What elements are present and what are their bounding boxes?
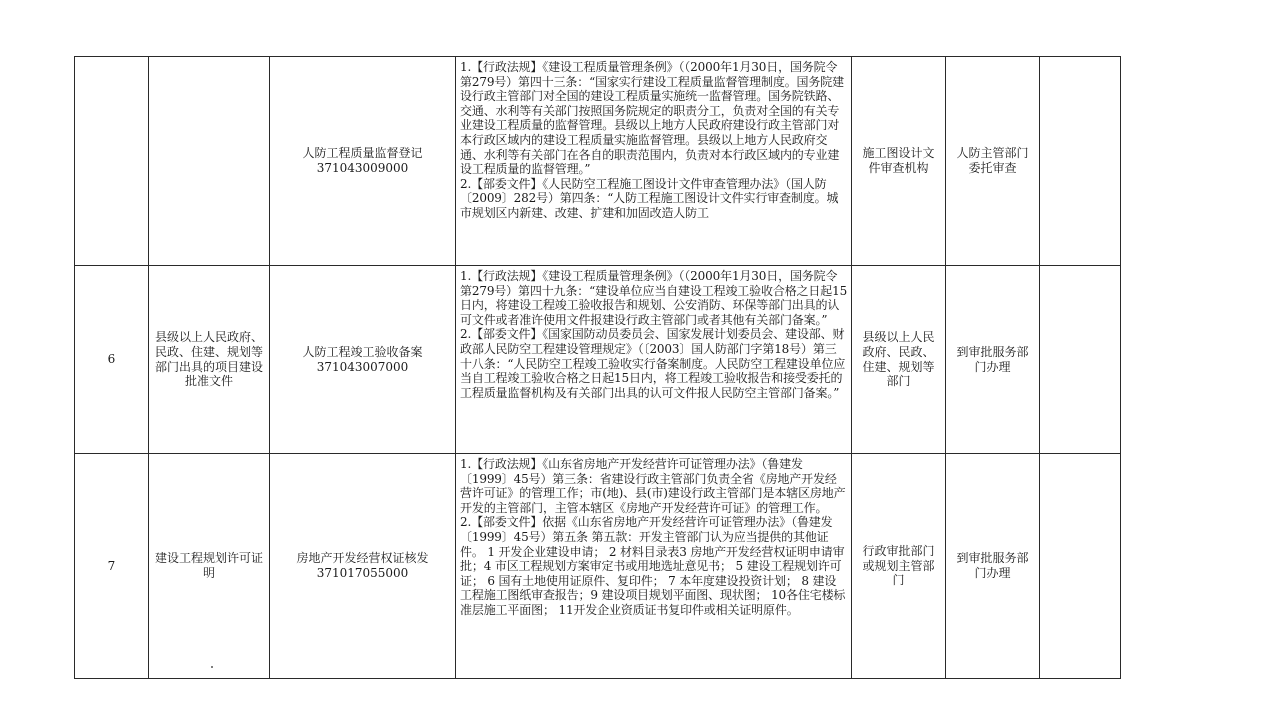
basis-cell (456, 266, 852, 454)
basis-cell (456, 454, 852, 679)
issuer-cell: 县级以上人民政府、民政、住建、规划等部门 (852, 266, 946, 454)
table-row (75, 454, 1121, 679)
condition-cell (149, 57, 270, 266)
table-row (75, 266, 1121, 454)
basis-paragraph: 1.【行政法规】《建设工程质量管理条例》（（2000年1月30日，国务院令第279号）第四十九条：“建设单位应当自建设工程竣工验收合格之日起15日内，将建设工程竣工验收报告和规划、公安消防、环保等部门出具的认可文件或者准许使用文件报建设行政主管部门或者其他有关部门备案。” (460, 269, 848, 327)
table-row (75, 57, 1121, 266)
item-cell (270, 57, 456, 266)
note-cell (1040, 454, 1121, 679)
note-cell (1040, 266, 1121, 454)
item-code: 371043007000 (316, 359, 409, 374)
basis-paragraph: 2.【部委文件】《人民防空工程施工图设计文件审查管理办法》（国人防〔2009〕282号）第四条：“人防工程施工图设计文件实行审查制度。城市规划区内新建、改建、扩建和加固改造人防工 (460, 176, 839, 220)
seq-cell: 7 (75, 454, 149, 679)
seq-cell: 6 (75, 266, 149, 454)
issuer-cell: 施工图设计文件审查机构 (852, 57, 946, 266)
basis-paragraph: 1.【行政法规】《建设工程质量管理条例》（（2000年1月30日，国务院令第279号）第四十三条：“国家实行建设工程质量监督管理制度。国务院建设行政主管部门对全国的建设工程质量实施统一监督管理。国务院铁路、交通、水利等有关部门按照国务院规定的职责分工，负责对全国的有关专业建设工程质量的监督管理。县级以上地方人民政府建设行政主管部门对本行政区域内的建设工程质量实施监督管理。县级以上地方人民政府交通、水利等有关部门在各自的职责范围内，负责对本行政区域内的专业建设工程质量的监督管理。” (460, 60, 844, 177)
condition-cell: 建设工程规划许可证明 (149, 454, 270, 679)
matter-table (74, 56, 1121, 679)
issuer-cell: 行政审批部门或规划主管部门 (852, 454, 946, 679)
basis-paragraph: 2.【部委文件】依据《山东省房地产开发经营许可证管理办法》（鲁建发〔1999〕45号）第五条 第五款：开发主管部门认为应当提供的其他证件。 1 开发企业建设申请； 2 材料目录表3 房地产开发经营权证明申请审批；4 市区工程规划方案审定书或用地选址意见书； 5 建设工程规划许可证； 6 国有土地使用证原件、复印件； 7 本年度建设投资计划； 8 建设工程施工图纸审查报告；9 建设项目规划平面图、现状图； 10各住宅楼标准层施工平面图； 11开发企业资质证书复印件或相关证明原件。 (460, 515, 846, 617)
item-name: 房地产开发经营权证核发 (296, 551, 429, 566)
scan-speck (211, 666, 213, 668)
item-cell (270, 266, 456, 454)
basis-paragraph: 1.【行政法规】《山东省房地产开发经营许可证管理办法》（鲁建发〔1999〕45号）第三条：省建设行政主管部门负责全省《房地产开发经营许可证》的管理工作；市(地)、县(市)建设行政主管部门是本辖区房地产开发的主管部门，主管本辖区《房地产开发经营许可证》的管理工作。 (460, 457, 846, 515)
basis-paragraph: 2.【部委文件】《国家国防动员委员会、国家发展计划委员会、建设部、财政部人民防空工程建设管理规定》（〔2003〕国人防部门字第18号）第三十八条：“人民防空工程竣工验收实行备案制度。人民防空工程建设单位应当自工程竣工验收合格之日起15日内，将工程竣工验收报告和接受委托的工程质量监督机构及有关部门出具的认可文件报人民防空主管部门备案。” (460, 327, 846, 400)
condition-cell: 县级以上人民政府、民政、住建、规划等部门出具的项目建设批准文件 (149, 266, 270, 454)
method-cell: 到审批服务部门办理 (946, 454, 1040, 679)
method-cell: 人防主管部门委托审查 (946, 57, 1040, 266)
item-code: 371043009000 (316, 161, 409, 175)
item-name: 人防工程竣工验收备案 (302, 344, 423, 359)
item-cell (270, 454, 456, 679)
item-code: 371017055000 (316, 566, 409, 580)
basis-cell (456, 57, 852, 266)
method-cell: 到审批服务部门办理 (946, 266, 1040, 454)
seq-cell (75, 57, 149, 266)
note-cell (1040, 57, 1121, 266)
item-name: 人防工程质量监督登记 (302, 146, 423, 161)
